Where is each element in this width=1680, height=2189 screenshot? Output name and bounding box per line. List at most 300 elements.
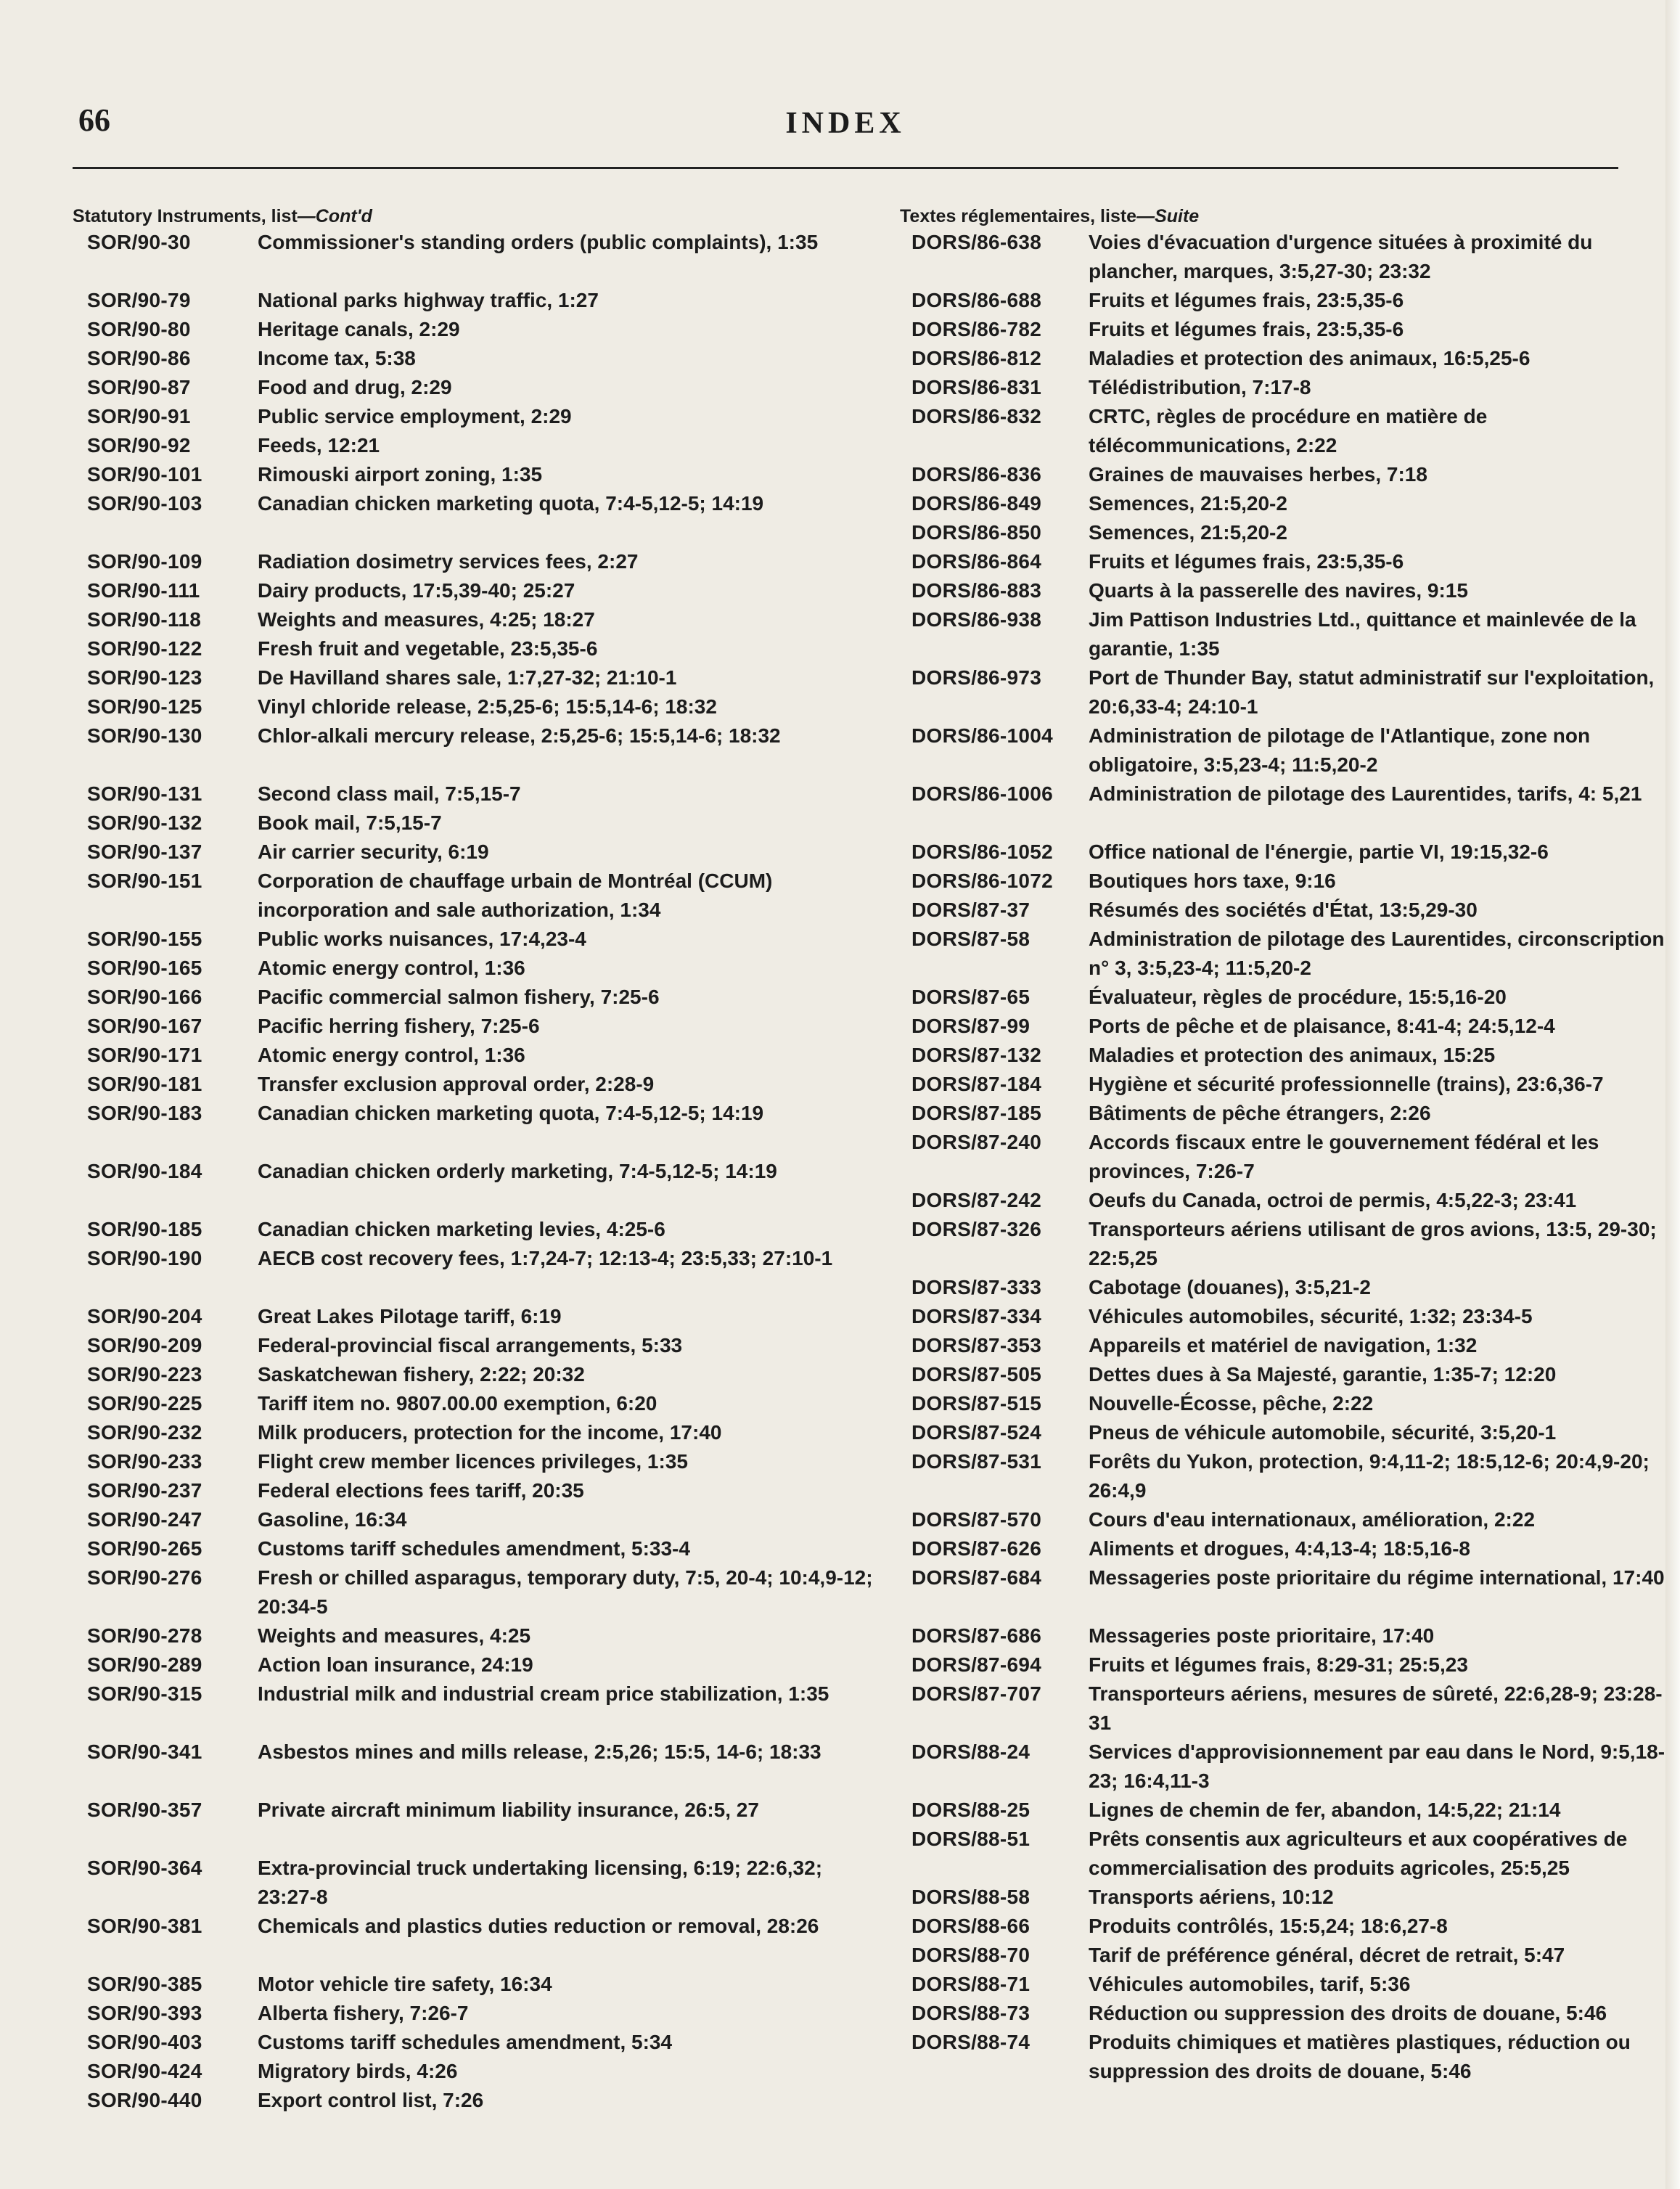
instrument-description: Ports de pêche et de plaisance, 8:41-4; 24:5,12-4 bbox=[1089, 1015, 1555, 1037]
instrument-description: Tariff item no. 9807.00.00 exemption, 6:20 bbox=[258, 1392, 657, 1415]
instrument-code: SOR/90-166 bbox=[87, 986, 202, 1008]
index-column-english bbox=[73, 205, 878, 2115]
instrument-description: Vinyl chloride release, 2:5,25-6; 15:5,14-6; 18:32 bbox=[258, 695, 717, 718]
instrument-description: Commissioner's standing orders (public complaints), 1:35 bbox=[258, 231, 819, 253]
instrument-description: Télédistribution, 7:17-8 bbox=[1089, 376, 1311, 398]
instrument-description: Forêts du Yukon, protection, 9:4,11-2; 18:5,12-6; 20:4,9-20; 26:4,9 bbox=[1089, 1450, 1650, 1502]
index-entry bbox=[73, 1505, 878, 1534]
instrument-code: SOR/90-155 bbox=[87, 928, 202, 950]
index-entry bbox=[73, 721, 878, 780]
index-entry bbox=[73, 1621, 878, 1650]
instrument-code: SOR/90-204 bbox=[87, 1305, 202, 1327]
index-entry bbox=[73, 489, 878, 547]
instrument-code: DORS/87-505 bbox=[911, 1363, 1042, 1386]
instrument-code: SOR/90-92 bbox=[87, 434, 191, 457]
instrument-code: DORS/87-242 bbox=[911, 1189, 1042, 1211]
instrument-description: Federal-provincial fiscal arrangements, 5:33 bbox=[258, 1334, 683, 1357]
instrument-description: Feeds, 12:21 bbox=[258, 434, 380, 457]
index-column-french bbox=[900, 205, 1680, 2086]
instrument-code: DORS/86-688 bbox=[911, 289, 1042, 311]
instrument-code: DORS/87-694 bbox=[911, 1653, 1042, 1676]
index-entry bbox=[73, 1970, 878, 1999]
instrument-code: SOR/90-132 bbox=[87, 811, 202, 834]
index-entry bbox=[73, 692, 878, 721]
instrument-code: DORS/87-132 bbox=[911, 1044, 1042, 1066]
instrument-description: Action loan insurance, 24:19 bbox=[258, 1653, 533, 1676]
index-entry bbox=[900, 1883, 1680, 1912]
instrument-description: Export control list, 7:26 bbox=[258, 2089, 484, 2111]
instrument-description: Chemicals and plastics duties reduction or removal, 28:26 bbox=[258, 1915, 819, 1937]
instrument-description: Flight crew member licences privileges, 1:35 bbox=[258, 1450, 688, 1473]
instrument-description: Food and drug, 2:29 bbox=[258, 376, 452, 398]
instrument-description: Résumés des sociétés d'État, 13:5,29-30 bbox=[1089, 899, 1478, 921]
index-entry bbox=[73, 1738, 878, 1796]
index-entry bbox=[73, 286, 878, 315]
instrument-code: SOR/90-393 bbox=[87, 2002, 202, 2024]
instrument-code: DORS/87-707 bbox=[911, 1682, 1042, 1705]
index-entry bbox=[73, 1360, 878, 1389]
instrument-code: DORS/87-333 bbox=[911, 1276, 1042, 1298]
index-entry bbox=[900, 1534, 1680, 1563]
index-entry bbox=[900, 1041, 1680, 1070]
instrument-code: SOR/90-233 bbox=[87, 1450, 202, 1473]
index-entry bbox=[73, 663, 878, 692]
instrument-code: SOR/90-381 bbox=[87, 1915, 202, 1937]
section-heading-french bbox=[900, 205, 1680, 228]
instrument-code: DORS/87-99 bbox=[911, 1015, 1030, 1037]
index-entry bbox=[73, 576, 878, 605]
index-entry bbox=[73, 1679, 878, 1738]
instrument-description: Atomic energy control, 1:36 bbox=[258, 1044, 525, 1066]
instrument-description: Port de Thunder Bay, statut administratif sur l'exploitation, 20:6,33-4; 24:10-1 bbox=[1089, 666, 1655, 718]
instrument-code: SOR/90-190 bbox=[87, 1247, 202, 1269]
instrument-description: Transfer exclusion approval order, 2:28-9 bbox=[258, 1073, 655, 1095]
instrument-description: Public service employment, 2:29 bbox=[258, 405, 572, 427]
index-entry bbox=[900, 315, 1680, 344]
index-entry bbox=[73, 780, 878, 809]
instrument-description: Fresh or chilled asparagus, temporary duty, 7:5, 20-4; 10:4,9-12; 20:34-5 bbox=[258, 1566, 873, 1618]
instrument-description: Oeufs du Canada, octroi de permis, 4:5,22-3; 23:41 bbox=[1089, 1189, 1577, 1211]
index-entry bbox=[900, 1128, 1680, 1186]
index-entry bbox=[73, 1157, 878, 1215]
index-entry bbox=[900, 1650, 1680, 1679]
instrument-description: Évaluateur, règles de procédure, 15:5,16-20 bbox=[1089, 986, 1507, 1008]
instrument-description: Hygiène et sécurité professionnelle (trains), 23:6,36-7 bbox=[1089, 1073, 1604, 1095]
instrument-code: DORS/88-51 bbox=[911, 1828, 1030, 1850]
index-entry bbox=[900, 547, 1680, 576]
index-entry bbox=[900, 1505, 1680, 1534]
index-entry bbox=[900, 373, 1680, 402]
index-entry bbox=[900, 489, 1680, 518]
instrument-code: DORS/86-1004 bbox=[911, 724, 1054, 747]
instrument-code: DORS/88-24 bbox=[911, 1740, 1030, 1763]
instrument-code: SOR/90-171 bbox=[87, 1044, 202, 1066]
instrument-description: Milk producers, protection for the income, 17:40 bbox=[258, 1421, 722, 1444]
instrument-description: Great Lakes Pilotage tariff, 6:19 bbox=[258, 1305, 562, 1327]
instrument-code: DORS/87-686 bbox=[911, 1624, 1042, 1647]
instrument-code: DORS/87-353 bbox=[911, 1334, 1042, 1357]
instrument-code: DORS/88-25 bbox=[911, 1799, 1030, 1821]
index-entry bbox=[73, 344, 878, 373]
instrument-code: SOR/90-125 bbox=[87, 695, 202, 718]
index-entry bbox=[73, 1912, 878, 1970]
index-entry bbox=[900, 1941, 1680, 1970]
index-entry bbox=[900, 576, 1680, 605]
instrument-description: Extra-provincial truck undertaking licensing, 6:19; 22:6,32; 23:27-8 bbox=[258, 1857, 823, 1908]
instrument-description: Office national de l'énergie, partie VI, 19:15,32-6 bbox=[1089, 840, 1549, 863]
instrument-code: SOR/90-103 bbox=[87, 492, 202, 515]
index-entry bbox=[900, 1621, 1680, 1650]
instrument-description: Customs tariff schedules amendment, 5:34 bbox=[258, 2031, 673, 2053]
index-entry bbox=[900, 1679, 1680, 1738]
instrument-code: DORS/87-184 bbox=[911, 1073, 1042, 1095]
instrument-code: SOR/90-278 bbox=[87, 1624, 202, 1647]
instrument-code: SOR/90-440 bbox=[87, 2089, 202, 2111]
instrument-code: DORS/87-515 bbox=[911, 1392, 1042, 1415]
instrument-code: SOR/90-247 bbox=[87, 1508, 202, 1531]
instrument-code: SOR/90-101 bbox=[87, 463, 202, 486]
index-entry bbox=[73, 925, 878, 954]
index-entry bbox=[73, 954, 878, 983]
instrument-code: SOR/90-315 bbox=[87, 1682, 202, 1705]
instrument-description: CRTC, règles de procédure en matière de télécommunications, 2:22 bbox=[1089, 405, 1488, 457]
index-entry bbox=[900, 2028, 1680, 2086]
index-entry bbox=[900, 1912, 1680, 1941]
instrument-description: Administration de pilotage des Laurentides, tarifs, 4: 5,21 bbox=[1089, 782, 1642, 805]
instrument-code: SOR/90-137 bbox=[87, 840, 202, 863]
instrument-description: Messageries poste prioritaire, 17:40 bbox=[1089, 1624, 1435, 1647]
instrument-description: Maladies et protection des animaux, 15:25 bbox=[1089, 1044, 1496, 1066]
index-entry bbox=[900, 780, 1680, 838]
instrument-code: DORS/86-782 bbox=[911, 318, 1042, 340]
instrument-code: DORS/88-66 bbox=[911, 1915, 1030, 1937]
instrument-description: Quarts à la passerelle des navires, 9:15 bbox=[1089, 579, 1468, 602]
instrument-description: Second class mail, 7:5,15-7 bbox=[258, 782, 521, 805]
index-entry bbox=[900, 1738, 1680, 1796]
index-entry bbox=[900, 1825, 1680, 1883]
instrument-code: SOR/90-167 bbox=[87, 1015, 202, 1037]
index-entry bbox=[900, 402, 1680, 460]
instrument-description: Réduction ou suppression des droits de douane, 5:46 bbox=[1089, 2002, 1607, 2024]
instrument-code: DORS/86-832 bbox=[911, 405, 1042, 427]
index-entry bbox=[73, 460, 878, 489]
instrument-description: Véhicules automobiles, sécurité, 1:32; 23:34-5 bbox=[1089, 1305, 1533, 1327]
instrument-code: DORS/87-326 bbox=[911, 1218, 1042, 1240]
index-entry bbox=[900, 1186, 1680, 1215]
instrument-code: DORS/86-938 bbox=[911, 608, 1042, 631]
index-entry bbox=[900, 663, 1680, 721]
instrument-description: Private aircraft minimum liability insurance, 26:5, 27 bbox=[258, 1799, 759, 1821]
index-entry bbox=[900, 1302, 1680, 1331]
instrument-code: SOR/90-79 bbox=[87, 289, 191, 311]
instrument-description: Transporteurs aériens, mesures de sûreté, 22:6,28-9; 23:28-31 bbox=[1089, 1682, 1663, 1734]
index-entry bbox=[900, 1970, 1680, 1999]
instrument-code: SOR/90-91 bbox=[87, 405, 191, 427]
instrument-description: Alberta fishery, 7:26-7 bbox=[258, 2002, 469, 2024]
instrument-code: DORS/86-1072 bbox=[911, 870, 1054, 892]
instrument-code: SOR/90-341 bbox=[87, 1740, 202, 1763]
instrument-code: DORS/87-684 bbox=[911, 1566, 1042, 1589]
instrument-code: SOR/90-30 bbox=[87, 231, 191, 253]
index-entry bbox=[900, 867, 1680, 896]
index-entry bbox=[900, 1331, 1680, 1360]
instrument-code: DORS/86-864 bbox=[911, 550, 1042, 573]
instrument-description: Véhicules automobiles, tarif, 5:36 bbox=[1089, 1973, 1411, 1995]
instrument-code: DORS/87-240 bbox=[911, 1131, 1042, 1153]
instrument-description: Fruits et légumes frais, 23:5,35-6 bbox=[1089, 289, 1404, 311]
instrument-description: Dettes dues à Sa Majesté, garantie, 1:35-7; 12:20 bbox=[1089, 1363, 1557, 1386]
index-entry bbox=[73, 1389, 878, 1418]
instrument-description: Radiation dosimetry services fees, 2:27 bbox=[258, 550, 639, 573]
instrument-code: SOR/90-237 bbox=[87, 1479, 202, 1502]
instrument-description: Heritage canals, 2:29 bbox=[258, 318, 460, 340]
instrument-description: Weights and measures, 4:25; 18:27 bbox=[258, 608, 595, 631]
instrument-code: SOR/90-184 bbox=[87, 1160, 202, 1182]
instrument-code: DORS/86-973 bbox=[911, 666, 1042, 689]
index-entry bbox=[73, 315, 878, 344]
index-entry bbox=[73, 1563, 878, 1621]
index-entry bbox=[900, 1360, 1680, 1389]
instrument-code: SOR/90-276 bbox=[87, 1566, 202, 1589]
instrument-code: DORS/86-812 bbox=[911, 347, 1042, 369]
instrument-description: Migratory birds, 4:26 bbox=[258, 2060, 458, 2082]
instrument-code: DORS/86-850 bbox=[911, 521, 1042, 544]
instrument-description: Weights and measures, 4:25 bbox=[258, 1624, 531, 1647]
index-entry bbox=[900, 925, 1680, 983]
instrument-code: SOR/90-151 bbox=[87, 870, 202, 892]
instrument-description: Lignes de chemin de fer, abandon, 14:5,22; 21:14 bbox=[1089, 1799, 1561, 1821]
instrument-code: SOR/90-183 bbox=[87, 1102, 202, 1124]
index-entry bbox=[900, 1070, 1680, 1099]
index-entry bbox=[900, 1999, 1680, 2028]
instrument-code: SOR/90-403 bbox=[87, 2031, 202, 2053]
instrument-code: DORS/88-73 bbox=[911, 2002, 1030, 2024]
instrument-description: Bâtiments de pêche étrangers, 2:26 bbox=[1089, 1102, 1431, 1124]
instrument-code: SOR/90-185 bbox=[87, 1218, 202, 1240]
instrument-description: Aliments et drogues, 4:4,13-4; 18:5,16-8 bbox=[1089, 1537, 1470, 1560]
instrument-code: SOR/90-80 bbox=[87, 318, 191, 340]
instrument-description: National parks highway traffic, 1:27 bbox=[258, 289, 599, 311]
instrument-code: SOR/90-223 bbox=[87, 1363, 202, 1386]
instrument-description: Asbestos mines and mills release, 2:5,26; 15:5, 14-6; 18:33 bbox=[258, 1740, 821, 1763]
instrument-description: Fruits et légumes frais, 23:5,35-6 bbox=[1089, 550, 1404, 573]
index-entry bbox=[900, 983, 1680, 1012]
instrument-description: Administration de pilotage des Laurentides, circonscription n° 3, 3:5,23-4; 11:5,20-2 bbox=[1089, 928, 1665, 979]
instrument-code: SOR/90-364 bbox=[87, 1857, 202, 1879]
instrument-description: Administration de pilotage de l'Atlantique, zone non obligatoire, 3:5,23-4; 11:5,20-2 bbox=[1089, 724, 1591, 776]
instrument-description: Pacific herring fishery, 7:25-6 bbox=[258, 1015, 540, 1037]
instrument-description: Services d'approvisionnement par eau dans le Nord, 9:5,18-23; 16:4,11-3 bbox=[1089, 1740, 1665, 1792]
index-entry bbox=[900, 838, 1680, 867]
index-entry bbox=[73, 634, 878, 663]
entry-list bbox=[900, 228, 1680, 2086]
index-entry bbox=[900, 1418, 1680, 1447]
index-entry bbox=[73, 1854, 878, 1912]
instrument-code: SOR/90-424 bbox=[87, 2060, 202, 2082]
index-entry bbox=[73, 1476, 878, 1505]
instrument-code: SOR/90-232 bbox=[87, 1421, 202, 1444]
index-entry bbox=[73, 1244, 878, 1302]
instrument-description: Cabotage (douanes), 3:5,21-2 bbox=[1089, 1276, 1371, 1298]
index-entry bbox=[73, 2028, 878, 2057]
heading-text: Textes réglementaires, liste bbox=[900, 206, 1137, 226]
page-edge bbox=[1665, 0, 1680, 2189]
instrument-description: Chlor-alkali mercury release, 2:5,25-6; 15:5,14-6; 18:32 bbox=[258, 724, 781, 747]
index-entry bbox=[73, 1650, 878, 1679]
index-entry bbox=[73, 1215, 878, 1244]
instrument-description: Income tax, 5:38 bbox=[258, 347, 416, 369]
index-entry bbox=[73, 2086, 878, 2115]
instrument-description: Semences, 21:5,20-2 bbox=[1089, 521, 1287, 544]
instrument-description: Nouvelle-Écosse, pêche, 2:22 bbox=[1089, 1392, 1374, 1415]
index-entry bbox=[73, 1041, 878, 1070]
page-header bbox=[73, 102, 1618, 169]
instrument-code: DORS/86-831 bbox=[911, 376, 1042, 398]
instrument-code: SOR/90-109 bbox=[87, 550, 202, 573]
instrument-description: Corporation de chauffage urbain de Montréal (CCUM) incorporation and sale authorization, 1:34 bbox=[258, 870, 773, 921]
instrument-description: Canadian chicken marketing quota, 7:4-5,12-5; 14:19 bbox=[258, 492, 764, 515]
index-entry bbox=[73, 983, 878, 1012]
index-entry bbox=[73, 1070, 878, 1099]
instrument-description: Fruits et légumes frais, 8:29-31; 25:5,23 bbox=[1089, 1653, 1468, 1676]
index-entry bbox=[73, 1302, 878, 1331]
instrument-code: SOR/90-209 bbox=[87, 1334, 202, 1357]
instrument-description: Saskatchewan fishery, 2:22; 20:32 bbox=[258, 1363, 585, 1386]
instrument-description: Transporteurs aériens utilisant de gros avions, 13:5, 29-30; 22:5,25 bbox=[1089, 1218, 1657, 1269]
instrument-description: De Havilland shares sale, 1:7,27-32; 21:10-1 bbox=[258, 666, 677, 689]
index-entry bbox=[73, 809, 878, 838]
instrument-code: SOR/90-165 bbox=[87, 957, 202, 979]
index-entry bbox=[900, 460, 1680, 489]
instrument-description: Appareils et matériel de navigation, 1:32 bbox=[1089, 1334, 1478, 1357]
instrument-description: Prêts consentis aux agriculteurs et aux coopératives de commercialisation des produits agricoles, 25:5,25 bbox=[1089, 1828, 1628, 1879]
instrument-code: DORS/86-883 bbox=[911, 579, 1042, 602]
instrument-description: Transports aériens, 10:12 bbox=[1089, 1886, 1334, 1908]
instrument-code: SOR/90-123 bbox=[87, 666, 202, 689]
index-entry bbox=[900, 721, 1680, 780]
instrument-description: Air carrier security, 6:19 bbox=[258, 840, 489, 863]
index-entry bbox=[900, 1563, 1680, 1621]
instrument-description: Cours d'eau internationaux, amélioration, 2:22 bbox=[1089, 1508, 1536, 1531]
instrument-code: SOR/90-225 bbox=[87, 1392, 202, 1415]
instrument-description: Public works nuisances, 17:4,23-4 bbox=[258, 928, 586, 950]
instrument-description: Graines de mauvaises herbes, 7:18 bbox=[1089, 463, 1427, 486]
index-entry bbox=[900, 1447, 1680, 1505]
instrument-code: DORS/87-334 bbox=[911, 1305, 1042, 1327]
instrument-code: SOR/90-87 bbox=[87, 376, 191, 398]
instrument-description: Canadian chicken orderly marketing, 7:4-5,12-5; 14:19 bbox=[258, 1160, 777, 1182]
index-entry bbox=[73, 2057, 878, 2086]
instrument-description: Federal elections fees tariff, 20:35 bbox=[258, 1479, 584, 1502]
page-title: INDEX bbox=[785, 107, 906, 140]
instrument-description: Gasoline, 16:34 bbox=[258, 1508, 407, 1531]
instrument-code: DORS/87-37 bbox=[911, 899, 1030, 921]
instrument-description: Industrial milk and industrial cream price stabilization, 1:35 bbox=[258, 1682, 829, 1705]
index-entry bbox=[73, 867, 878, 925]
index-entry bbox=[900, 1215, 1680, 1273]
page-number: 66 bbox=[78, 102, 110, 138]
instrument-code: SOR/90-357 bbox=[87, 1799, 202, 1821]
instrument-code: SOR/90-86 bbox=[87, 347, 191, 369]
index-entry bbox=[900, 1796, 1680, 1825]
index-entry bbox=[73, 1418, 878, 1447]
instrument-description: AECB cost recovery fees, 1:7,24-7; 12:13-4; 23:5,33; 27:10-1 bbox=[258, 1247, 833, 1269]
instrument-code: DORS/86-638 bbox=[911, 231, 1042, 253]
instrument-code: DORS/88-58 bbox=[911, 1886, 1030, 1908]
instrument-code: DORS/87-531 bbox=[911, 1450, 1042, 1473]
instrument-description: Customs tariff schedules amendment, 5:33-4 bbox=[258, 1537, 690, 1560]
instrument-code: DORS/88-74 bbox=[911, 2031, 1030, 2053]
instrument-code: SOR/90-289 bbox=[87, 1653, 202, 1676]
instrument-description: Atomic energy control, 1:36 bbox=[258, 957, 525, 979]
instrument-description: Jim Pattison Industries Ltd., quittance et mainlevée de la garantie, 1:35 bbox=[1089, 608, 1636, 660]
instrument-description: Canadian chicken marketing quota, 7:4-5,12-5; 14:19 bbox=[258, 1102, 764, 1124]
entry-list bbox=[73, 228, 878, 2115]
index-entry bbox=[73, 1534, 878, 1563]
instrument-code: DORS/87-626 bbox=[911, 1537, 1042, 1560]
index-entry bbox=[73, 1331, 878, 1360]
instrument-description: Maladies et protection des animaux, 16:5,25-6 bbox=[1089, 347, 1531, 369]
instrument-description: Tarif de préférence général, décret de retrait, 5:47 bbox=[1089, 1944, 1565, 1966]
index-entry bbox=[900, 896, 1680, 925]
index-entry bbox=[900, 344, 1680, 373]
index-entry bbox=[900, 1389, 1680, 1418]
index-entry bbox=[900, 605, 1680, 663]
instrument-code: DORS/88-70 bbox=[911, 1944, 1030, 1966]
instrument-description: Fruits et légumes frais, 23:5,35-6 bbox=[1089, 318, 1404, 340]
instrument-code: DORS/87-65 bbox=[911, 986, 1030, 1008]
instrument-description: Messageries poste prioritaire du régime international, 17:40 bbox=[1089, 1566, 1665, 1589]
index-entry bbox=[900, 518, 1680, 547]
instrument-code: DORS/88-71 bbox=[911, 1973, 1030, 1995]
index-entry bbox=[73, 431, 878, 460]
instrument-description: Canadian chicken marketing levies, 4:25-6 bbox=[258, 1218, 665, 1240]
instrument-description: Motor vehicle tire safety, 16:34 bbox=[258, 1973, 552, 1995]
index-entry bbox=[73, 838, 878, 867]
heading-continued: —Cont'd bbox=[297, 206, 372, 226]
instrument-code: SOR/90-385 bbox=[87, 1973, 202, 1995]
index-entry bbox=[900, 1099, 1680, 1128]
heading-continued: —Suite bbox=[1136, 206, 1200, 226]
instrument-code: SOR/90-122 bbox=[87, 637, 202, 660]
instrument-code: SOR/90-181 bbox=[87, 1073, 202, 1095]
section-heading-english bbox=[73, 205, 878, 228]
index-entry bbox=[900, 228, 1680, 286]
instrument-description: Boutiques hors taxe, 9:16 bbox=[1089, 870, 1336, 892]
index-entry bbox=[900, 1012, 1680, 1041]
index-entry bbox=[73, 605, 878, 634]
instrument-description: Voies d'évacuation d'urgence situées à proximité du plancher, marques, 3:5,27-30; 23:32 bbox=[1089, 231, 1593, 282]
instrument-description: Accords fiscaux entre le gouvernement fédéral et les provinces, 7:26-7 bbox=[1089, 1131, 1599, 1182]
index-entry bbox=[73, 402, 878, 431]
instrument-code: SOR/90-265 bbox=[87, 1537, 202, 1560]
instrument-code: SOR/90-118 bbox=[87, 608, 202, 631]
instrument-code: SOR/90-130 bbox=[87, 724, 202, 747]
instrument-description: Rimouski airport zoning, 1:35 bbox=[258, 463, 543, 486]
instrument-code: DORS/86-1006 bbox=[911, 782, 1054, 805]
instrument-description: Pneus de véhicule automobile, sécurité, 3:5,20-1 bbox=[1089, 1421, 1557, 1444]
instrument-code: DORS/87-570 bbox=[911, 1508, 1042, 1531]
index-entry bbox=[73, 373, 878, 402]
instrument-description: Dairy products, 17:5,39-40; 25:27 bbox=[258, 579, 575, 602]
heading-text: Statutory Instruments, list bbox=[73, 206, 298, 226]
index-entry bbox=[73, 1012, 878, 1041]
instrument-description: Pacific commercial salmon fishery, 7:25-6 bbox=[258, 986, 660, 1008]
index-entry bbox=[73, 1099, 878, 1157]
instrument-code: DORS/86-1052 bbox=[911, 840, 1054, 863]
index-entry bbox=[73, 1999, 878, 2028]
instrument-code: DORS/87-58 bbox=[911, 928, 1030, 950]
